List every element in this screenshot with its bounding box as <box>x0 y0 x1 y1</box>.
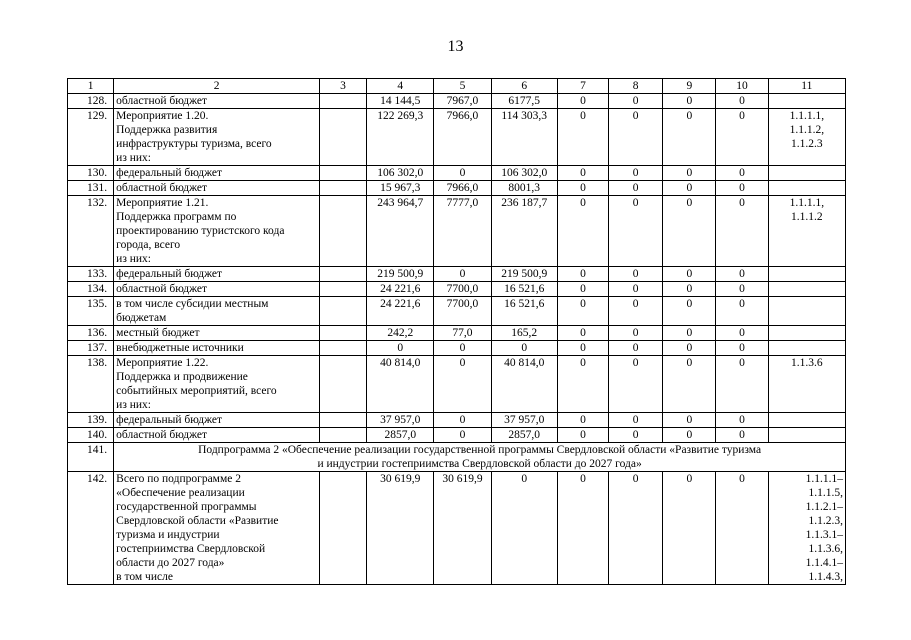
value-cell-c3 <box>319 428 366 443</box>
description-line: Мероприятие 1.20. <box>116 110 209 122</box>
value-cell-c6: 114 303,3 <box>491 109 557 166</box>
value-cell-c10: 0 <box>716 196 768 267</box>
value-cell-c6: 106 302,0 <box>491 166 557 181</box>
row-number: 134. <box>68 282 114 297</box>
table-row <box>68 356 846 413</box>
value-cell-c5: 0 <box>434 341 491 356</box>
value-cell-c8: 0 <box>609 341 663 356</box>
value-cell-c4: 24 221,6 <box>367 282 434 297</box>
value-cell-c9: 0 <box>663 413 716 428</box>
row-number: 132. <box>68 196 114 267</box>
subprogram-row <box>68 443 846 472</box>
value-cell-c6: 0 <box>491 472 557 585</box>
value-cell-c4: 37 957,0 <box>367 413 434 428</box>
value-cell-c3 <box>319 181 366 196</box>
value-cell-c7: 0 <box>557 356 608 413</box>
value-cell-c6: 219 500,9 <box>491 267 557 282</box>
value-cell-c6: 8001,3 <box>491 181 557 196</box>
value-cell-c8: 0 <box>609 282 663 297</box>
row-number: 137. <box>68 341 114 356</box>
value-cell-c5: 7966,0 <box>434 109 491 166</box>
value-cell-c9: 0 <box>663 356 716 413</box>
value-cell-c10: 0 <box>716 326 768 341</box>
value-cell-c10: 0 <box>716 109 768 166</box>
header-cell: 9 <box>663 79 716 94</box>
description-line: из них: <box>116 399 151 411</box>
value-cell-c9: 0 <box>663 472 716 585</box>
value-cell-c5: 0 <box>434 413 491 428</box>
value-cell-c3 <box>319 297 366 326</box>
row-number: 129. <box>68 109 114 166</box>
value-cell-c6: 16 521,6 <box>491 282 557 297</box>
value-cell-c7: 0 <box>557 267 608 282</box>
value-cell-c10: 0 <box>716 341 768 356</box>
value-cell-c4: 2857,0 <box>367 428 434 443</box>
value-cell-c8: 0 <box>609 181 663 196</box>
target-codes-cell <box>768 428 845 443</box>
row-description <box>114 356 320 413</box>
target-codes-cell <box>768 94 845 109</box>
description-line: Поддержка развития <box>116 124 218 136</box>
subprogram-title-line: и индустрии гостеприимства Свердловской области до 2027 года» <box>317 458 642 470</box>
row-number: 139. <box>68 413 114 428</box>
value-cell-c7: 0 <box>557 297 608 326</box>
description-line: Всего по подпрограмме 2 <box>116 473 241 485</box>
row-description <box>114 94 320 109</box>
description-line: Мероприятие 1.21. <box>116 197 209 209</box>
header-cell: 3 <box>319 79 366 94</box>
value-cell-c6: 236 187,7 <box>491 196 557 267</box>
description-line: Поддержка программ по <box>116 211 237 223</box>
value-cell-c6: 165,2 <box>491 326 557 341</box>
value-cell-c10: 0 <box>716 428 768 443</box>
value-cell-c7: 0 <box>557 282 608 297</box>
header-cell: 6 <box>491 79 557 94</box>
target-code: 1.1.1.2, <box>789 124 825 136</box>
value-cell-c5: 30 619,9 <box>434 472 491 585</box>
row-description <box>114 297 320 326</box>
value-cell-c4: 15 967,3 <box>367 181 434 196</box>
value-cell-c8: 0 <box>609 297 663 326</box>
value-cell-c4: 243 964,7 <box>367 196 434 267</box>
target-code: 1.1.3.1– <box>805 529 843 541</box>
value-cell-c4: 0 <box>367 341 434 356</box>
value-cell-c9: 0 <box>663 166 716 181</box>
value-cell-c5: 7966,0 <box>434 181 491 196</box>
header-cell: 11 <box>768 79 845 94</box>
table-row <box>68 413 846 428</box>
table-row <box>68 94 846 109</box>
value-cell-c10: 0 <box>716 267 768 282</box>
value-cell-c9: 0 <box>663 428 716 443</box>
target-code: 1.1.4.1– <box>805 557 843 569</box>
target-codes-cell <box>768 472 845 585</box>
value-cell-c10: 0 <box>716 356 768 413</box>
description-line: федеральный бюджет <box>116 167 223 179</box>
row-description <box>114 109 320 166</box>
page-number: 13 <box>447 38 464 55</box>
total-row <box>68 472 846 585</box>
description-line: событийных мероприятий, всего <box>116 385 277 397</box>
row-description <box>114 472 320 585</box>
description-line: проектированию туристского кода <box>116 225 285 237</box>
value-cell-c3 <box>319 341 366 356</box>
value-cell-c7: 0 <box>557 109 608 166</box>
description-line: Мероприятие 1.22. <box>116 357 209 369</box>
target-codes-cell <box>768 181 845 196</box>
header-cell: 2 <box>114 79 320 94</box>
description-line: Свердловской области «Развитие <box>116 515 279 527</box>
value-cell-c7: 0 <box>557 472 608 585</box>
target-code: 1.1.1.5, <box>808 487 843 499</box>
value-cell-c3 <box>319 196 366 267</box>
target-codes-cell <box>768 326 845 341</box>
value-cell-c9: 0 <box>663 326 716 341</box>
value-cell-c7: 0 <box>557 166 608 181</box>
value-cell-c4: 242,2 <box>367 326 434 341</box>
target-code: 1.1.4.3, <box>808 571 843 583</box>
value-cell-c10: 0 <box>716 166 768 181</box>
row-description <box>114 428 320 443</box>
subprogram-title <box>114 443 846 472</box>
value-cell-c8: 0 <box>609 109 663 166</box>
header-cell: 1 <box>68 79 114 94</box>
target-codes-cell <box>768 109 845 166</box>
value-cell-c6: 37 957,0 <box>491 413 557 428</box>
description-line: государственной программы <box>116 501 257 513</box>
description-line: Поддержка и продвижение <box>116 371 248 383</box>
row-description <box>114 196 320 267</box>
description-line: инфраструктуры туризма, всего <box>116 138 272 150</box>
value-cell-c7: 0 <box>557 326 608 341</box>
value-cell-c9: 0 <box>663 341 716 356</box>
value-cell-c7: 0 <box>557 94 608 109</box>
value-cell-c5: 7967,0 <box>434 94 491 109</box>
value-cell-c5: 0 <box>434 166 491 181</box>
description-line: гостеприимства Свердловской <box>116 543 266 555</box>
value-cell-c8: 0 <box>609 196 663 267</box>
value-cell-c8: 0 <box>609 428 663 443</box>
row-number: 138. <box>68 356 114 413</box>
description-line: внебюджетные источники <box>116 342 244 354</box>
value-cell-c7: 0 <box>557 196 608 267</box>
value-cell-c10: 0 <box>716 94 768 109</box>
description-line: в том числе <box>116 571 173 583</box>
value-cell-c10: 0 <box>716 413 768 428</box>
target-code: 1.1.2.1– <box>805 501 843 513</box>
value-cell-c5: 77,0 <box>434 326 491 341</box>
target-codes-cell <box>768 341 845 356</box>
value-cell-c10: 0 <box>716 297 768 326</box>
value-cell-c3 <box>319 94 366 109</box>
description-line: области до 2027 года» <box>116 557 225 569</box>
table-row <box>68 181 846 196</box>
value-cell-c6: 6177,5 <box>491 94 557 109</box>
value-cell-c4: 30 619,9 <box>367 472 434 585</box>
description-line: «Обеспечение реализации <box>116 487 245 499</box>
description-line: в том числе субсидии местным <box>116 298 269 310</box>
table-row <box>68 428 846 443</box>
value-cell-c9: 0 <box>663 196 716 267</box>
row-description <box>114 282 320 297</box>
value-cell-c6: 40 814,0 <box>491 356 557 413</box>
value-cell-c3 <box>319 472 366 585</box>
target-code: 1.1.2.3 <box>791 138 823 150</box>
row-number: 131. <box>68 181 114 196</box>
row-number: 128. <box>68 94 114 109</box>
subprogram-title-line: Подпрограмма 2 «Обеспечение реализации государственной программы Свердловской области «Развитие туризма <box>198 444 762 456</box>
value-cell-c4: 106 302,0 <box>367 166 434 181</box>
value-cell-c10: 0 <box>716 181 768 196</box>
table-row <box>68 326 846 341</box>
target-codes-cell <box>768 196 845 267</box>
target-codes-cell <box>768 356 845 413</box>
value-cell-c5: 0 <box>434 428 491 443</box>
description-line: бюджетам <box>116 312 167 324</box>
description-line: из них: <box>116 253 151 265</box>
value-cell-c5: 7700,0 <box>434 282 491 297</box>
row-number: 140. <box>68 428 114 443</box>
row-description <box>114 326 320 341</box>
value-cell-c3 <box>319 282 366 297</box>
row-number: 141. <box>68 443 114 472</box>
target-codes-cell <box>768 413 845 428</box>
value-cell-c5: 0 <box>434 356 491 413</box>
header-cell: 8 <box>609 79 663 94</box>
target-codes-cell <box>768 297 845 326</box>
row-description <box>114 267 320 282</box>
row-number: 135. <box>68 297 114 326</box>
value-cell-c4: 122 269,3 <box>367 109 434 166</box>
value-cell-c4: 24 221,6 <box>367 297 434 326</box>
value-cell-c3 <box>319 326 366 341</box>
description-line: федеральный бюджет <box>116 268 223 280</box>
value-cell-c3 <box>319 166 366 181</box>
row-number: 142. <box>68 472 114 585</box>
table-row <box>68 267 846 282</box>
value-cell-c9: 0 <box>663 282 716 297</box>
row-number: 133. <box>68 267 114 282</box>
target-code: 1.1.3.6, <box>808 543 843 555</box>
table-row <box>68 282 846 297</box>
value-cell-c8: 0 <box>609 267 663 282</box>
value-cell-c10: 0 <box>716 282 768 297</box>
description-line: областной бюджет <box>116 182 208 194</box>
value-cell-c6: 0 <box>491 341 557 356</box>
value-cell-c9: 0 <box>663 109 716 166</box>
row-number: 136. <box>68 326 114 341</box>
value-cell-c8: 0 <box>609 356 663 413</box>
description-line: города, всего <box>116 239 181 251</box>
value-cell-c4: 14 144,5 <box>367 94 434 109</box>
value-cell-c7: 0 <box>557 413 608 428</box>
value-cell-c8: 0 <box>609 413 663 428</box>
row-description <box>114 413 320 428</box>
description-line: федеральный бюджет <box>116 414 223 426</box>
target-code: 1.1.2.3, <box>808 515 843 527</box>
value-cell-c6: 2857,0 <box>491 428 557 443</box>
target-code: 1.1.1.1– <box>805 473 843 485</box>
value-cell-c7: 0 <box>557 428 608 443</box>
target-code: 1.1.1.1, <box>789 110 825 122</box>
table-row <box>68 166 846 181</box>
target-code: 1.1.3.6 <box>791 357 823 369</box>
description-line: областной бюджет <box>116 283 208 295</box>
value-cell-c3 <box>319 109 366 166</box>
target-codes-cell <box>768 267 845 282</box>
header-cell: 5 <box>434 79 491 94</box>
row-description <box>114 181 320 196</box>
value-cell-c9: 0 <box>663 181 716 196</box>
table-row <box>68 341 846 356</box>
value-cell-c4: 219 500,9 <box>367 267 434 282</box>
value-cell-c7: 0 <box>557 341 608 356</box>
value-cell-c3 <box>319 267 366 282</box>
value-cell-c8: 0 <box>609 94 663 109</box>
header-cell: 4 <box>367 79 434 94</box>
value-cell-c7: 0 <box>557 181 608 196</box>
target-codes-cell <box>768 282 845 297</box>
description-line: областной бюджет <box>116 95 208 107</box>
description-line: туризма и индустрии <box>116 529 220 541</box>
description-line: из них: <box>116 152 151 164</box>
value-cell-c9: 0 <box>663 297 716 326</box>
value-cell-c6: 16 521,6 <box>491 297 557 326</box>
budget-table <box>67 78 846 585</box>
table-header-row <box>68 79 846 94</box>
value-cell-c5: 7700,0 <box>434 297 491 326</box>
header-cell: 7 <box>557 79 608 94</box>
table-row <box>68 196 846 267</box>
value-cell-c3 <box>319 413 366 428</box>
value-cell-c8: 0 <box>609 166 663 181</box>
header-cell: 10 <box>716 79 768 94</box>
description-line: местный бюджет <box>116 327 200 339</box>
value-cell-c3 <box>319 356 366 413</box>
row-number: 130. <box>68 166 114 181</box>
value-cell-c4: 40 814,0 <box>367 356 434 413</box>
row-description <box>114 341 320 356</box>
target-codes-cell <box>768 166 845 181</box>
table-row <box>68 109 846 166</box>
value-cell-c8: 0 <box>609 326 663 341</box>
table-row <box>68 297 846 326</box>
value-cell-c9: 0 <box>663 94 716 109</box>
target-code: 1.1.1.1, <box>789 197 825 209</box>
value-cell-c9: 0 <box>663 267 716 282</box>
value-cell-c5: 0 <box>434 267 491 282</box>
value-cell-c10: 0 <box>716 472 768 585</box>
value-cell-c5: 7777,0 <box>434 196 491 267</box>
row-description <box>114 166 320 181</box>
target-code: 1.1.1.2 <box>791 211 823 223</box>
value-cell-c8: 0 <box>609 472 663 585</box>
description-line: областной бюджет <box>116 429 208 441</box>
